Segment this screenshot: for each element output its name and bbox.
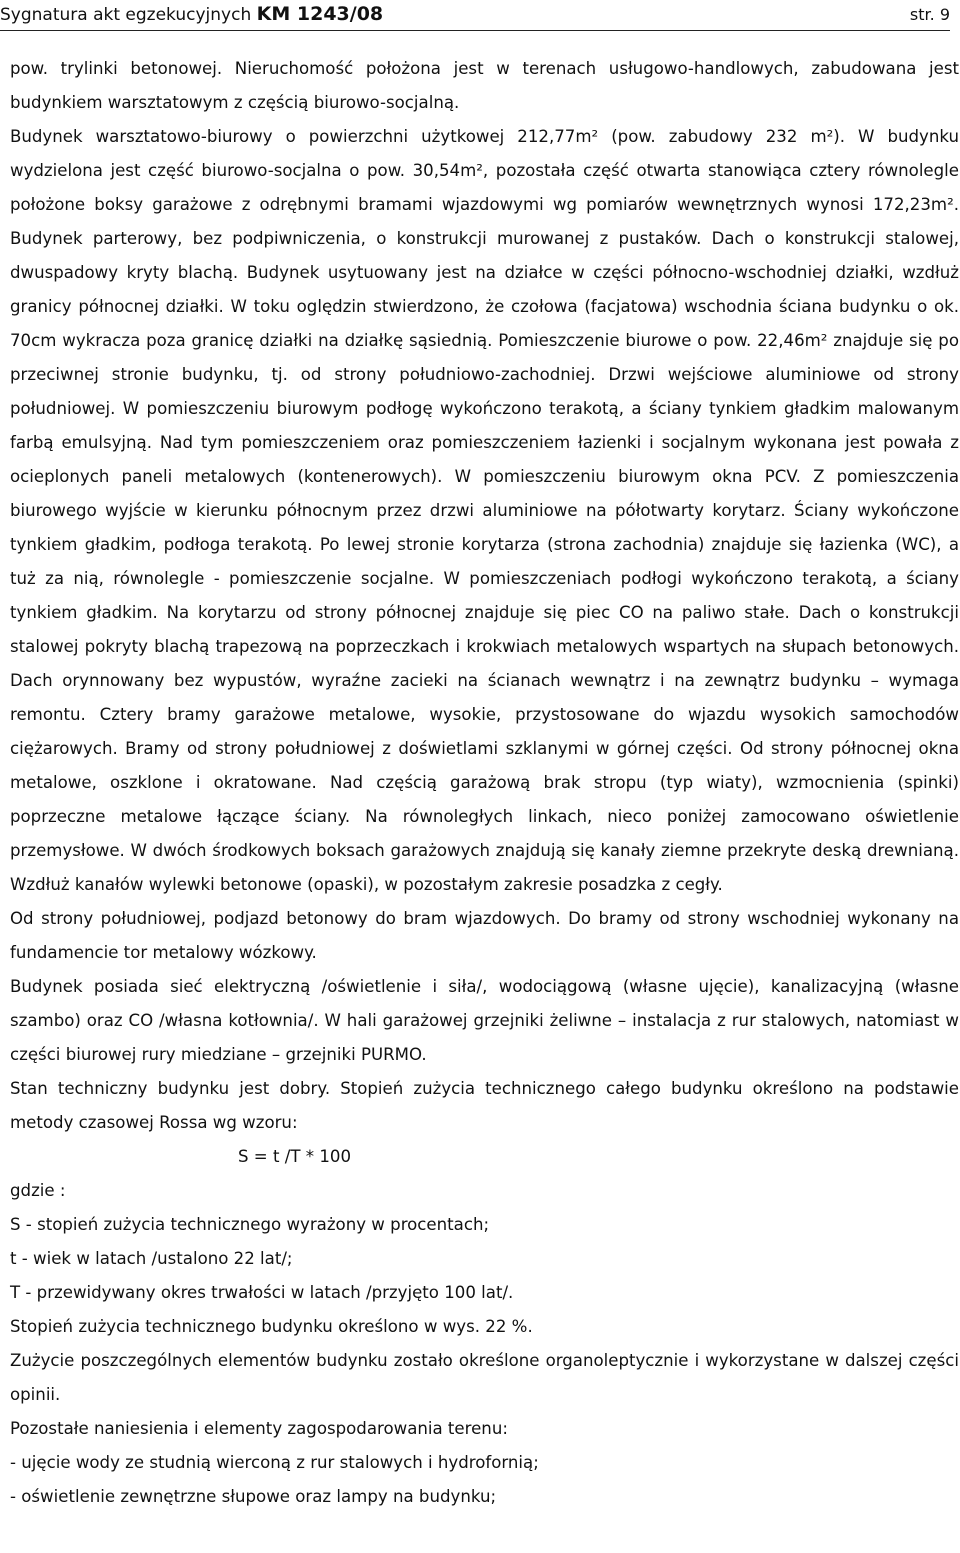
wear-formula: S = t /T * 100 [238,1147,352,1166]
paragraph-elements-wear: Zużycie poszczególnych elementów budynku zostało określone organoleptycznie i wykorzystane w dalszej części opinii. [10,1351,959,1404]
list-intro: Pozostałe naniesienia i elementy zagospodarowania terenu: [10,1419,508,1438]
formula-where: gdzie : [10,1181,66,1200]
paragraph-technical-condition: Stan techniczny budynku jest dobry. Stopień zużycia technicznego całego budynku określono na podstawie metody czasowej Rossa wg wzoru: [10,1079,959,1132]
list-item: - ujęcie wody ze studnią wierconą z rur stalowych i hydrofornią; [10,1453,539,1472]
case-number: KM 1243/08 [256,3,384,25]
formula-definition-s: S - stopień zużycia technicznego wyrażony w procentach; [10,1215,490,1234]
wear-result: Stopień zużycia technicznego budynku określono w wys. 22 %. [10,1317,533,1336]
formula-definition-t: t - wiek w latach /ustalono 22 lat/; [10,1249,293,1268]
page-number: str. 9 [909,5,950,24]
page-header [0,0,950,31]
paragraph-driveway: Od strony południowej, podjazd betonowy do bram wjazdowych. Do bramy od strony wschodniej wykonany na fundamencie tor metalowy wózkowy. [10,909,959,962]
paragraph-intro: pow. trylinki betonowej. Nieruchomość położona jest w terenach usługowo-handlowych, zabudowana jest budynkiem warsztatowym z częścią biurowo-socjalną. [10,59,959,112]
paragraph-building-description: Budynek warsztatowo-biurowy o powierzchni użytkowej 212,77m² (pow. zabudowy 232 m²). W budynku wydzielona jest część biurowo-socjalna o pow. 30,54m², pozostała część otwarta stanowiąca cztery równolegle położone boksy garażowe z odrębnymi bramami wjazdowymi wg pomiarów wewnętrznych wynosi 172,23m². Budynek parterowy, bez podpiwniczenia, o konstrukcji murowanej z pustaków. Dach o konstrukcji stalowej, dwuspadowy kryty blachą. Budynek usytuowany jest na działce w części północno-wschodniej działki, wzdłuż granicy północnej działki. W toku oględzin stwierdzono, że czołowa (facjatowa) wschodnia ściana budynku o ok. 70cm wykracza poza granicę działki na działkę sąsiednią. Pomieszczenie biurowe o pow. 22,46m² znajduje się po przeciwnej stronie budynku, tj. od strony południowo-zachodniej. Drzwi wejściowe aluminiowe od strony południowej. W pomieszczeniu biurowym podłogę wykończono terakotą, a ściany tynkiem gładkim malowanym farbą emulsyjną. Nad tym pomieszczeniem oraz pomieszczeniem łazienki i socjalnym wykonana jest powała z ocieplonych paneli metalowych (kontenerowych). W pomieszczeniu biurowym okna PCV. Z pomieszczenia biurowego wyjście w kierunku północnym przez drzwi aluminiowe na półotwarty korytarz. Ściany wykończone tynkiem gładkim, podłoga terakotą. Po lewej stronie korytarza (strona zachodnia) znajduje się łazienka (WC), a tuż za nią, równolegle - pomieszczenie socjalne. W pomieszczeniach podłogi wykończono terakotą, a ściany tynkiem gładkim. Na korytarzu od strony północnej znajduje się piec CO na paliwo stałe. Dach o konstrukcji stalowej pokryty blachą trapezową na poprzeczkach i krokwiach metalowych wspartych na słupach betonowych. Dach orynnowany bez wypustów, wyraźne zacieki na ścianach wewnątrz i na zewnątrz budynku – wymaga remontu. Cztery bramy garażowe metalowe, wysokie, przystosowane do wjazdu wysokich samochodów ciężarowych. Bramy od strony południowej z doświetlami szklanymi w górnej części. Od strony północnej okna metalowe, oszklone i okratowane. Nad częścią garażową brak stropu (typ wiaty), wzmocnienia (spinki) poprzeczne metalowe łączące ściany. Na równoległych linkach, nieco poniżej zamocowano oświetlenie przemysłowe. W dwóch środkowych boksach garażowych znajdują się kanały ziemne przekryte deską drewnianą. Wzdłuż kanałów wylewki betonowe (opaski), w pozostałym zakresie posadzka z cegły. [10,127,959,894]
paragraph-installations: Budynek posiada sieć elektryczną /oświetlenie i siła/, wodociągową (własne ujęcie), kanalizacyjną (własne szambo) oraz CO /własna kotłownia/. W hali garażowej grzejniki żeliwne – instalacja z rur stalowych, natomiast w części biurowej rury miedziane – grzejniki PURMO. [10,977,959,1064]
document-title [0,3,383,25]
document-body [10,52,959,1514]
list-item: - oświetlenie zewnętrzne słupowe oraz lampy na budynku; [10,1487,497,1506]
case-signature-label: Sygnatura akt egzekucyjnych [0,5,252,25]
formula-definition-T: T - przewidywany okres trwałości w latach /przyjęto 100 lat/. [10,1283,514,1302]
